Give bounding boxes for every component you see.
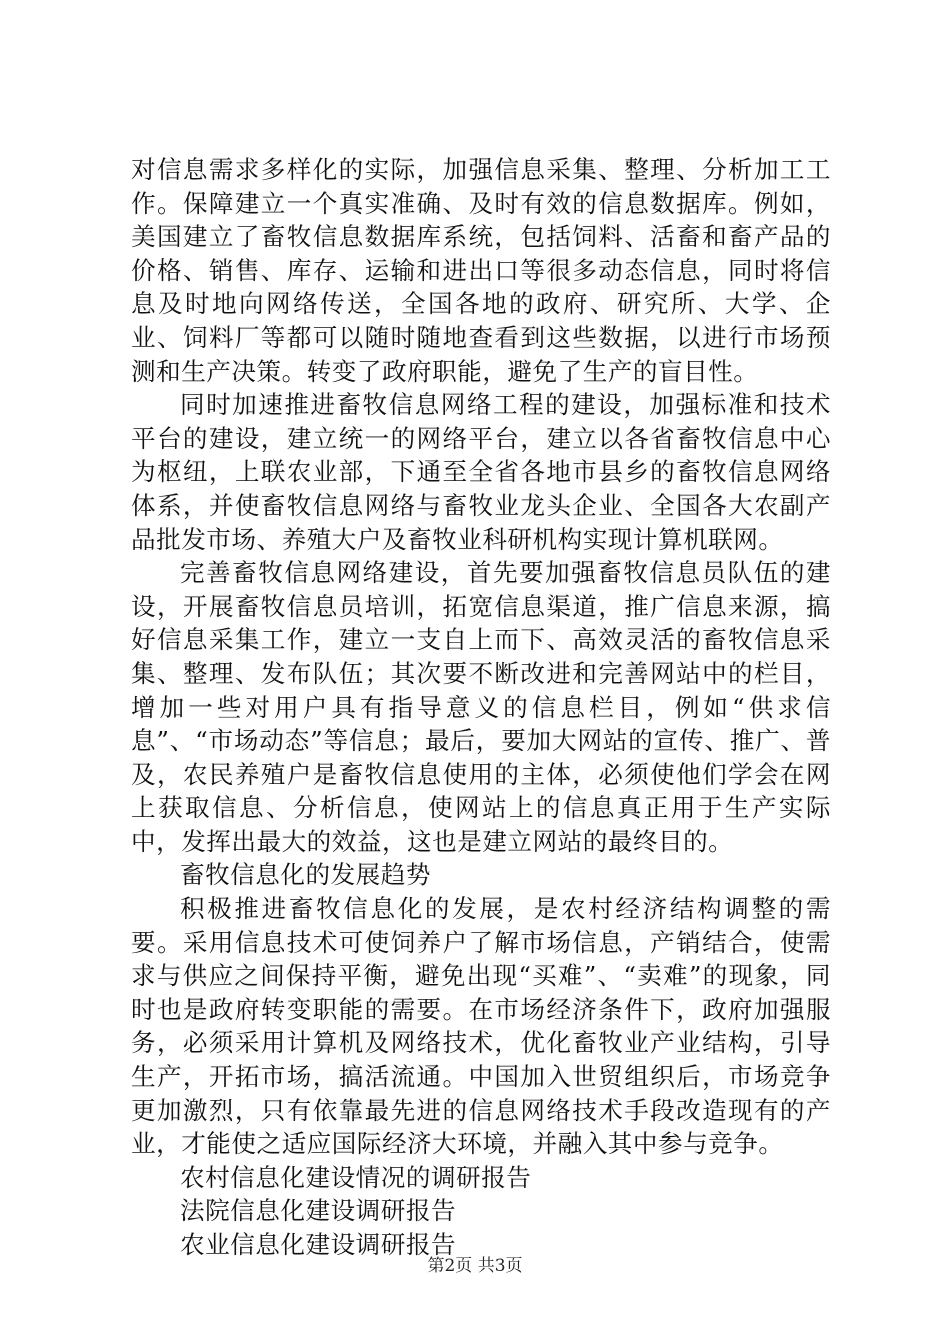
related-link-rural-informatization[interactable]: 农村信息化建设情况的调研报告 bbox=[180, 1162, 532, 1192]
related-link-agriculture-informatization[interactable]: 农业信息化建设调研报告 bbox=[180, 1230, 457, 1259]
section-heading: 畜牧信息化的发展趋势 bbox=[180, 860, 431, 890]
page-number-footer: 第2页 共3页 bbox=[427, 1256, 523, 1276]
paragraph-network-improvement: 完善畜牧信息网络建设，首先要加强畜牧信息员队伍的建设，开展畜牧信息员培训，拓宽信息渠道，推广信息来源，搞好信息采集工作，建立一支自上而下、高效灵活的畜牧信息采集、整理、发布队伍；其次要不断改进和完善网站中的栏目，增加一些对用户具有指导意义的信息栏目，例如“供求信息”、“市场动态”等信息；最后，要加大网站的宣传、推广、普及，农民养殖户是畜牧信息使用的主体，必须使他们学会在网上获取信息、分析信息，使网站上的信息真正用于生产实际中，发挥出最大的效益，这也是建立网站的最终目的。 bbox=[131, 558, 831, 856]
paragraph-continued: 对信息需求多样化的实际，加强信息采集、整理、分析加工工作。保障建立一个真实准确、及时有效的信息数据库。例如，美国建立了畜牧信息数据库系统，包括饲料、活畜和畜产品的价格、销售、库存、运输和进出口等很多动态信息，同时将信息及时地向网络传送，全国各地的政府、研究所、大学、企业、饲料厂等都可以随时随地查看到这些数据，以进行市场预测和生产决策。转变了政府职能，避免了生产的盲目性。 bbox=[131, 155, 831, 386]
related-link-court-informatization[interactable]: 法院信息化建设调研报告 bbox=[180, 1196, 457, 1226]
paragraph-network-construction: 同时加速推进畜牧信息网络工程的建设，加强标准和技术平台的建设，建立统一的网络平台，建立以各省畜牧信息中心为枢纽，上联农业部，下通至全省各地市县乡的畜牧信息网络体系，并使畜牧信息网络与畜牧业龙头企业、全国各大农副产品批发市场、养殖大户及畜牧业科研机构实现计算机联网。 bbox=[131, 390, 831, 554]
paragraph-development-trend: 积极推进畜牧信息化的发展，是农村经济结构调整的需要。采用信息技术可使饲养户了解市场信息，产销结合，使需求与供应之间保持平衡，避免出现“买难”、“卖难”的现象，同时也是政府转变职能的需要。在市场经济条件下，政府加强服务，必须采用计算机及网络技术，优化畜牧业产业结构，引导生产，开拓市场，搞活流通。中国加入世贸组织后，市场竞争更加激烈，只有依靠最先进的信息网络技术手段改造现有的产业，才能使之适应国际经济大环境，并融入其中参与竞争。 bbox=[131, 894, 831, 1159]
document-body bbox=[131, 153, 831, 1262]
